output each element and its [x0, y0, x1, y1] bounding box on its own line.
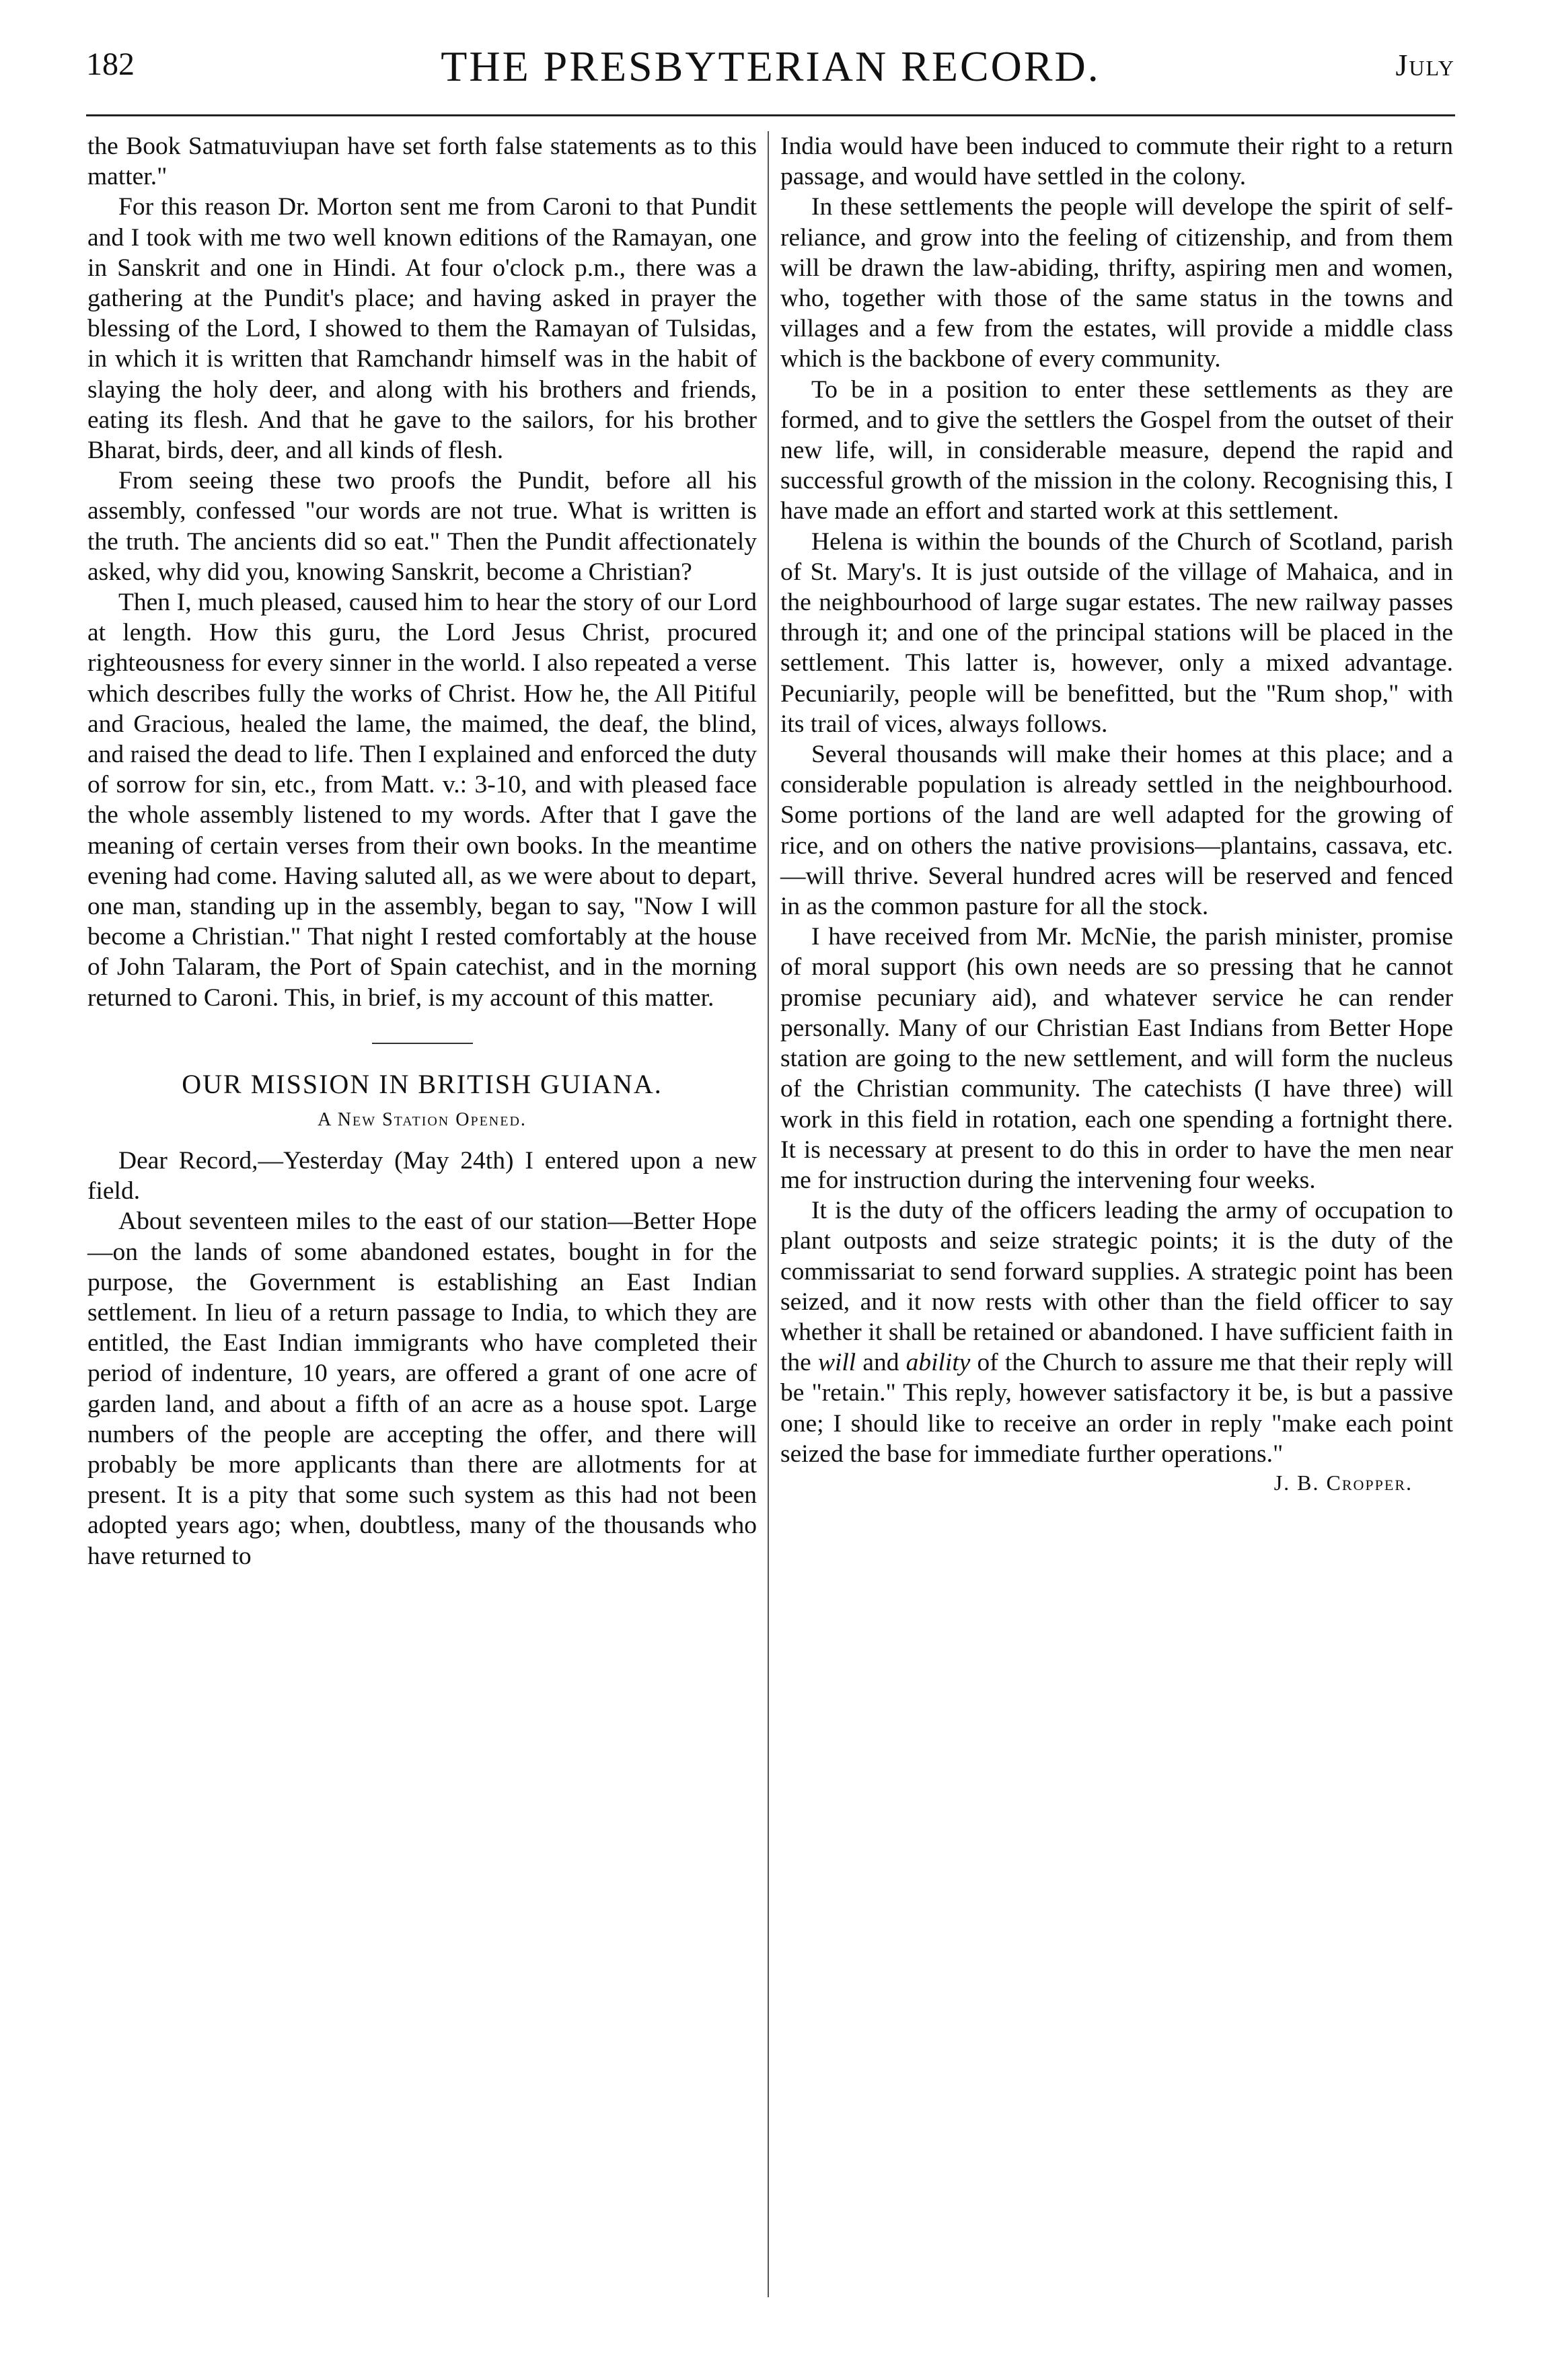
- paragraph: About seventeen miles to the east of our station—Better Hope—on the lands of some abandoned estates, bought in for the purpose, the Government is establishing an East Indian settlement. In lieu of a return passage to India, to which they are entitled, the East Indian immigrants who have completed their period of indenture, 10 years, are offered a grant of one acre of garden land, and about a fifth of an acre as a house spot. Large numbers of the people are accepting the offer, and there will probably be more applicants than there are allotments for at present. It is a pity that some such system as this had not been adopted years ago; when, doubtless, many of the thousands who have returned to: [87, 1207, 757, 1570]
- paragraph: [780, 1195, 1453, 1469]
- italic-text: will: [817, 1349, 856, 1377]
- paragraph: I have received from Mr. McNie, the parish minister, promise of moral support (his own needs are so pressing that he cannot promise pecuniary aid), and whatever service he can render personally. Many of our Christian East Indians from Better Hope station are going to the new settlement, and will form the nucleus of the Christian community. The catechists (I have three) will work in this field in rotation, each one spending a fortnight there. It is necessary at present to do this in order to have the men near me for instruction during the intervening four weeks.: [780, 923, 1453, 1194]
- paragraph: the Book Satmatuviupan have set forth false statements as to this matter.": [87, 133, 757, 191]
- text-run: and: [856, 1349, 906, 1377]
- italic-text: ability: [905, 1349, 971, 1377]
- section-title: OUR MISSION IN BRITISH GUIANA.: [182, 1068, 663, 1099]
- header-rule: [86, 114, 1455, 116]
- paragraph: India would have been induced to commute their right to a return passage, and would have settled in the colony.: [780, 133, 1453, 191]
- page-number: 182: [86, 46, 135, 82]
- text-run: of the Church to assure me that their reply will be "retain." This reply, however satisfactory it be, is but a passive one; I should like to receive an order in reply "make each point seized the base for immediate further operations.": [780, 1349, 1453, 1468]
- right-column: [780, 131, 1453, 1495]
- paragraph: Several thousands will make their homes at this place; and a considerable population is already settled in the neighbourhood. Some portions of the land are well adapted for the growing of rice, and on others the native provisions—plantains, cassava, etc.—will thrive. Several hundred acres will be reserved and fenced in as the common pasture for all the stock.: [780, 741, 1453, 921]
- paragraph: To be in a position to enter these settlements as they are formed, and to give the settlers the Gospel from the outset of their new life, will, in considerable measure, depend the rapid and successful growth of the mission in the colony. Recognising this, I have made an effort and started work at this settlement.: [780, 375, 1453, 525]
- section-divider: [372, 1043, 473, 1044]
- paragraph: For this reason Dr. Morton sent me from Caroni to that Pundit and I took with me two well known editions of the Ramayan, one in Sanskrit and one in Hindi. At four o'clock p.m., there was a gathering at the Pundit's place; and having asked in prayer the blessing of the Lord, I showed to them the Ramayan of Tulsidas, in which it is written that Ramchandr himself was in the habit of slaying the holy deer, and along with his brothers and friends, eating its flesh. And that he gave to the sailors, for his brother Bharat, birds, deer, and all kinds of flesh.: [87, 193, 757, 465]
- page-header: [86, 42, 1455, 96]
- paragraph: From seeing these two proofs the Pundit, before all his assembly, confessed "our words are not true. What is written is the truth. The ancients did so eat." Then the Pundit affectionately asked, why did you, knowing Sanskrit, become a Christian?: [87, 467, 757, 586]
- paragraph: Then I, much pleased, caused him to hear the story of our Lord at length. How this guru, the Lord Jesus Christ, procured righteousness for every sinner in the world. I also repeated a verse which describes fully the works of Christ. How he, the All Pitiful and Gracious, healed the lame, the maimed, the deaf, the blind, and raised the dead to life. Then I explained and enforced the duty of sorrow for sin, etc., from Matt. v.: 3-10, and with pleased face the whole assembly listened to my words. After that I gave the meaning of certain verses from their own books. In the meantime evening had come. Having saluted all, as we were about to depart, one man, standing up in the assembly, began to say, "Now I will become a Christian." That night I rested comfortably at the house of John Talaram, the Port of Spain catechist, and in the morning returned to Caroni. This, in brief, is my account of this matter.: [87, 589, 757, 1012]
- left-column: [87, 131, 757, 1571]
- text-run: It is the duty of the officers leading the army of occupation to plant outposts and seize strategic points; it is the duty of the commissariat to send forward supplies. A strategic point has been seized, and it now rests with other than the field officer to say whether it shall be retained or abandoned. I have sufficient faith in the: [780, 1197, 1453, 1377]
- signature: J. B. Cropper.: [1273, 1470, 1413, 1495]
- journal-title: THE PRESBYTERIAN RECORD.: [441, 42, 1101, 90]
- column-divider: [768, 131, 769, 2297]
- paragraph: In these settlements the people will develope the spirit of self-reliance, and grow into the feeling of citizenship, and from them will be drawn the law-abiding, thrifty, aspiring men and women, who, together with those of the same status in the towns and villages and a few from the estates, will provide a middle class which is the backbone of every community.: [780, 193, 1453, 373]
- section-subtitle: A New Station Opened.: [318, 1109, 527, 1130]
- issue-month: July: [1395, 48, 1455, 82]
- paragraph: Helena is within the bounds of the Church of Scotland, parish of St. Mary's. It is just outside of the village of Mahaica, and in the neighbourhood of large sugar estates. The new railway passes through it; and one of the principal stations will be placed in the settlement. This latter is, however, only a mixed advantage. Pecuniarily, people will be benefitted, but the "Rum shop," with its trail of vices, always follows.: [780, 527, 1453, 738]
- paragraph: Dear Record,—Yesterday (May 24th) I entered upon a new field.: [87, 1146, 757, 1205]
